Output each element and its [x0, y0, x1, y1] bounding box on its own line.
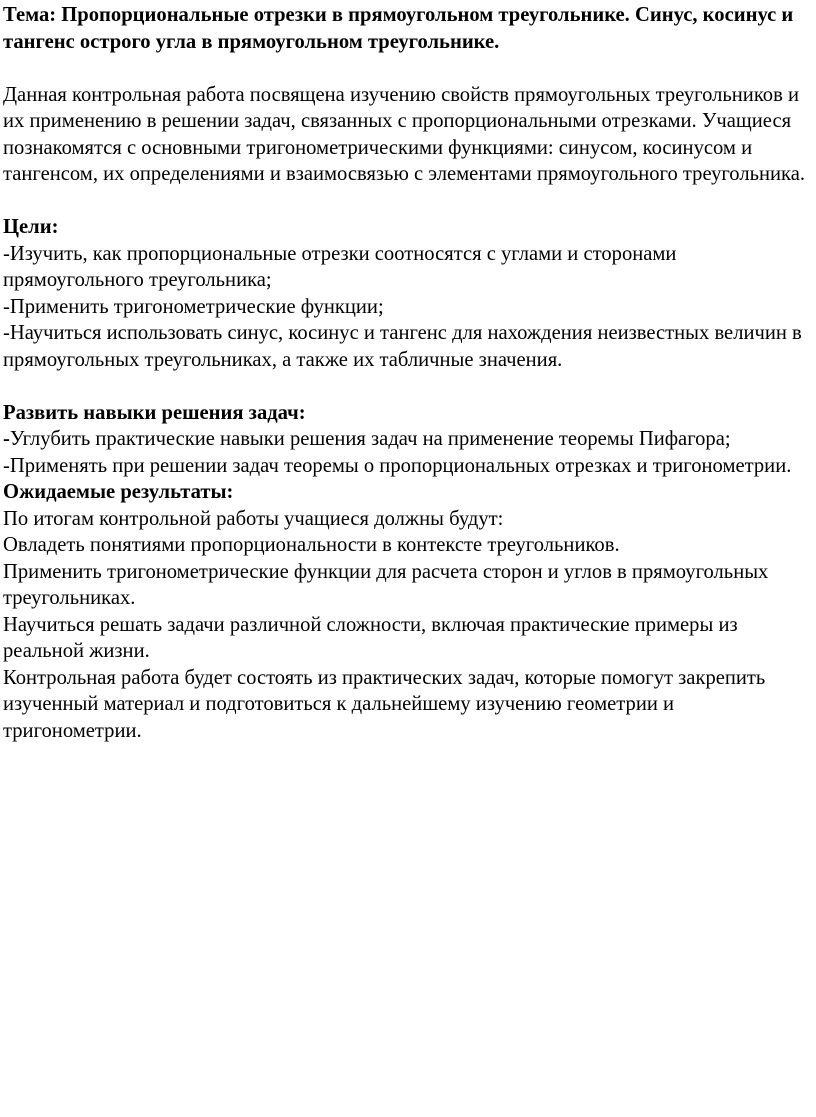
result-line: Контрольная работа будет состоять из практических задач, которые помогут закрепить изученный материал и подготовиться к дальнейшему изучению геометрии и тригонометрии.: [3, 666, 766, 742]
results-heading: Ожидаемые результаты:: [3, 481, 234, 503]
spacer: [3, 55, 815, 82]
spacer: [3, 373, 815, 400]
skill-item: [3, 426, 815, 453]
result-line: По итогам контрольной работы учащиеся должны будут:: [3, 507, 504, 530]
document-title: Тема: Пропорциональные отрезки в прямоугольном треугольнике. Синус, косинус и тангенс острого угла в прямоугольном треугольнике.: [3, 4, 794, 53]
goal-item: -Научиться использовать синус, косинус и тангенс для нахождения неизвестных величин в прямоугольных треугольниках, а также их табличные значения.: [3, 322, 802, 371]
spacer: [3, 188, 815, 215]
goal-item: -Применить тригонометрические функции;: [3, 295, 384, 318]
document-page: [3, 2, 815, 744]
skill-item-dash: -: [3, 428, 10, 450]
goal-item: -Изучить, как пропорциональные отрезки соотносятся с углами и сторонами прямоугольного треугольника;: [3, 242, 677, 291]
result-line: Применить тригонометрические функции для расчета сторон и углов в прямоугольных треугольниках.: [3, 560, 769, 609]
result-line: Научиться решать задачи различной сложности, включая практические примеры из реальной жизни.: [3, 613, 738, 662]
skill-item-text: Углубить практические навыки решения задач на применение теоремы Пифагора;: [9, 428, 731, 450]
result-line: Овладеть понятиями пропорциональности в контексте треугольников.: [3, 534, 620, 556]
skill-item: -Применять при решении задач теоремы о пропорциональных отрезках и тригонометрии.: [3, 454, 792, 477]
skills-heading: Развить навыки решения задач:: [3, 401, 306, 424]
intro-paragraph: Данная контрольная работа посвящена изучению свойств прямоугольных треугольников и их применению в решении задач, связанных с пропорциональными отрезками. Учащиеся познакомятся с основными тригонометрическими функциями: синусом, косинусом и тангенсом, их определениями и взаимосвязью с элементами прямоугольного треугольника.: [3, 83, 806, 185]
goals-heading: Цели:: [3, 216, 59, 238]
